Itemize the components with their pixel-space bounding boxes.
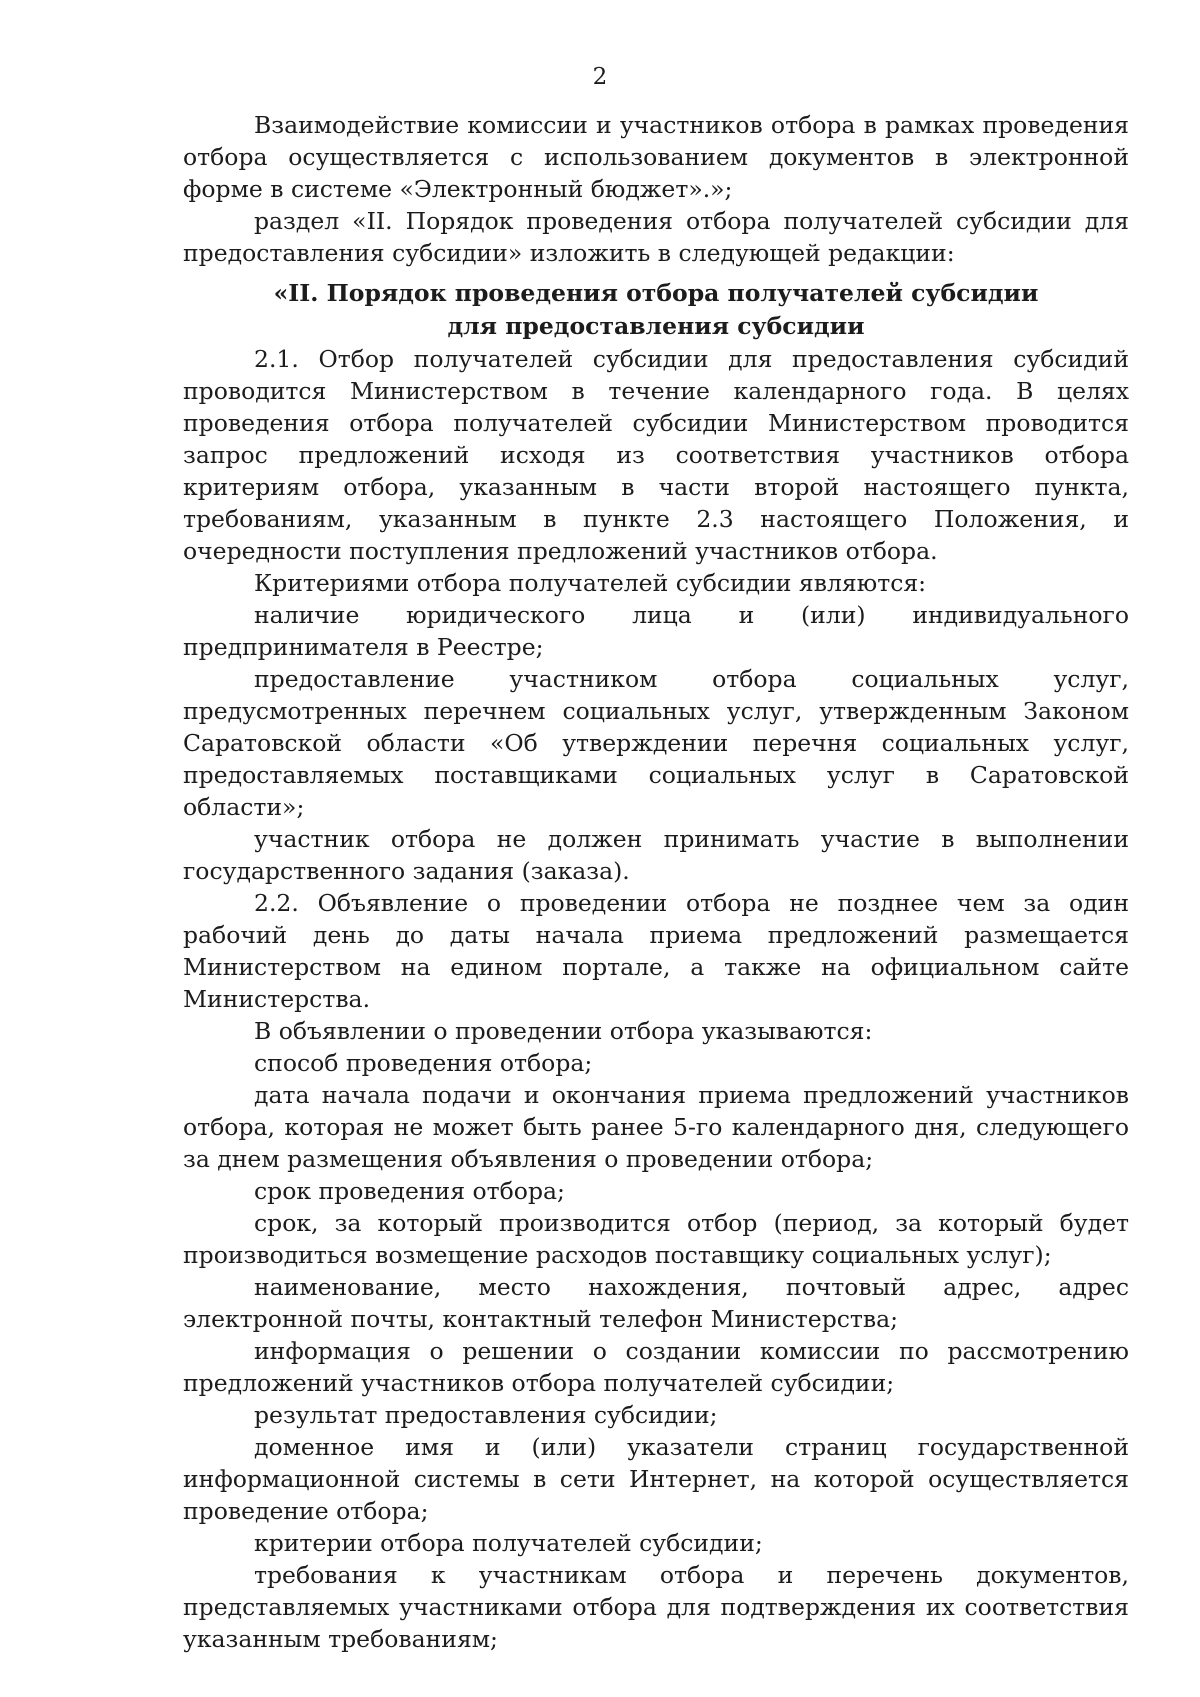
paragraph: критерии отбора получателей субсидии; (254, 1529, 763, 1557)
page-number: 2 (592, 64, 608, 90)
section-heading-line: «II. Порядок проведения отбора получателей субсидии (273, 279, 1039, 307)
paragraph: наличие юридического лица и (или) индивидуального предпринимателя в Реестре; (183, 601, 1129, 661)
paragraph: 2.2. Объявление о проведении отбора не позднее чем за один рабочий день до даты начала приема предложений размещается Министерством на едином портале, а также на официальном сайте Министерства. (183, 889, 1129, 1013)
section-heading-line: для предоставления субсидии (447, 312, 865, 340)
paragraph: срок, за который производится отбор (период, за который будет производиться возмещение расходов поставщику социальных услуг); (183, 1209, 1129, 1269)
paragraph: результат предоставления субсидии; (254, 1401, 718, 1429)
paragraph: предоставление участником отбора социальных услуг, предусмотренных перечнем социальных услуг, утвержденным Законом Саратовской области «Об утверждении перечня социальных услуг, предоставляемых поставщиками социальных услуг в Саратовской области»; (183, 665, 1129, 821)
paragraph: способ проведения отбора; (254, 1049, 593, 1077)
paragraph: участник отбора не должен принимать участие в выполнении государственного задания (заказа). (183, 825, 1129, 885)
paragraph: Критериями отбора получателей субсидии являются: (254, 569, 927, 597)
paragraph: дата начала подачи и окончания приема предложений участников отбора, которая не может быть ранее 5-го календарного дня, следующего за днем размещения объявления о проведении отбора; (183, 1081, 1129, 1173)
paragraph: раздел «II. Порядок проведения отбора получателей субсидии для предоставления субсидии» изложить в следующей редакции: (183, 207, 1129, 267)
paragraph: 2.1. Отбор получателей субсидии для предоставления субсидий проводится Министерством в течение календарного года. В целях проведения отбора получателей субсидии Министерством проводится запрос предложений исходя из соответствия участников отбора критериям отбора, указанным в части второй настоящего пункта, требованиям, указанным в пункте 2.3 настоящего Положения, и очередности поступления предложений участников отбора. (183, 345, 1129, 565)
paragraph: требования к участникам отбора и перечень документов, представляемых участниками отбора для подтверждения их соответствия указанным требованиям; (183, 1561, 1129, 1653)
section-heading (183, 277, 1129, 343)
paragraph: доменное имя и (или) указатели страниц государственной информационной системы в сети Интернет, на которой осуществляется проведение отбора; (183, 1433, 1129, 1525)
paragraph: срок проведения отбора; (254, 1177, 565, 1205)
paragraph: В объявлении о проведении отбора указываются: (254, 1017, 873, 1045)
paragraph: информация о решении о создании комиссии по рассмотрению предложений участников отбора получателей субсидии; (183, 1337, 1129, 1397)
document-body (183, 109, 1129, 1655)
paragraph: наименование, место нахождения, почтовый адрес, адрес электронной почты, контактный телефон Министерства; (183, 1273, 1129, 1333)
paragraph: Взаимодействие комиссии и участников отбора в рамках проведения отбора осуществляется с использованием документов в электронной форме в системе «Электронный бюджет».»; (183, 111, 1129, 203)
